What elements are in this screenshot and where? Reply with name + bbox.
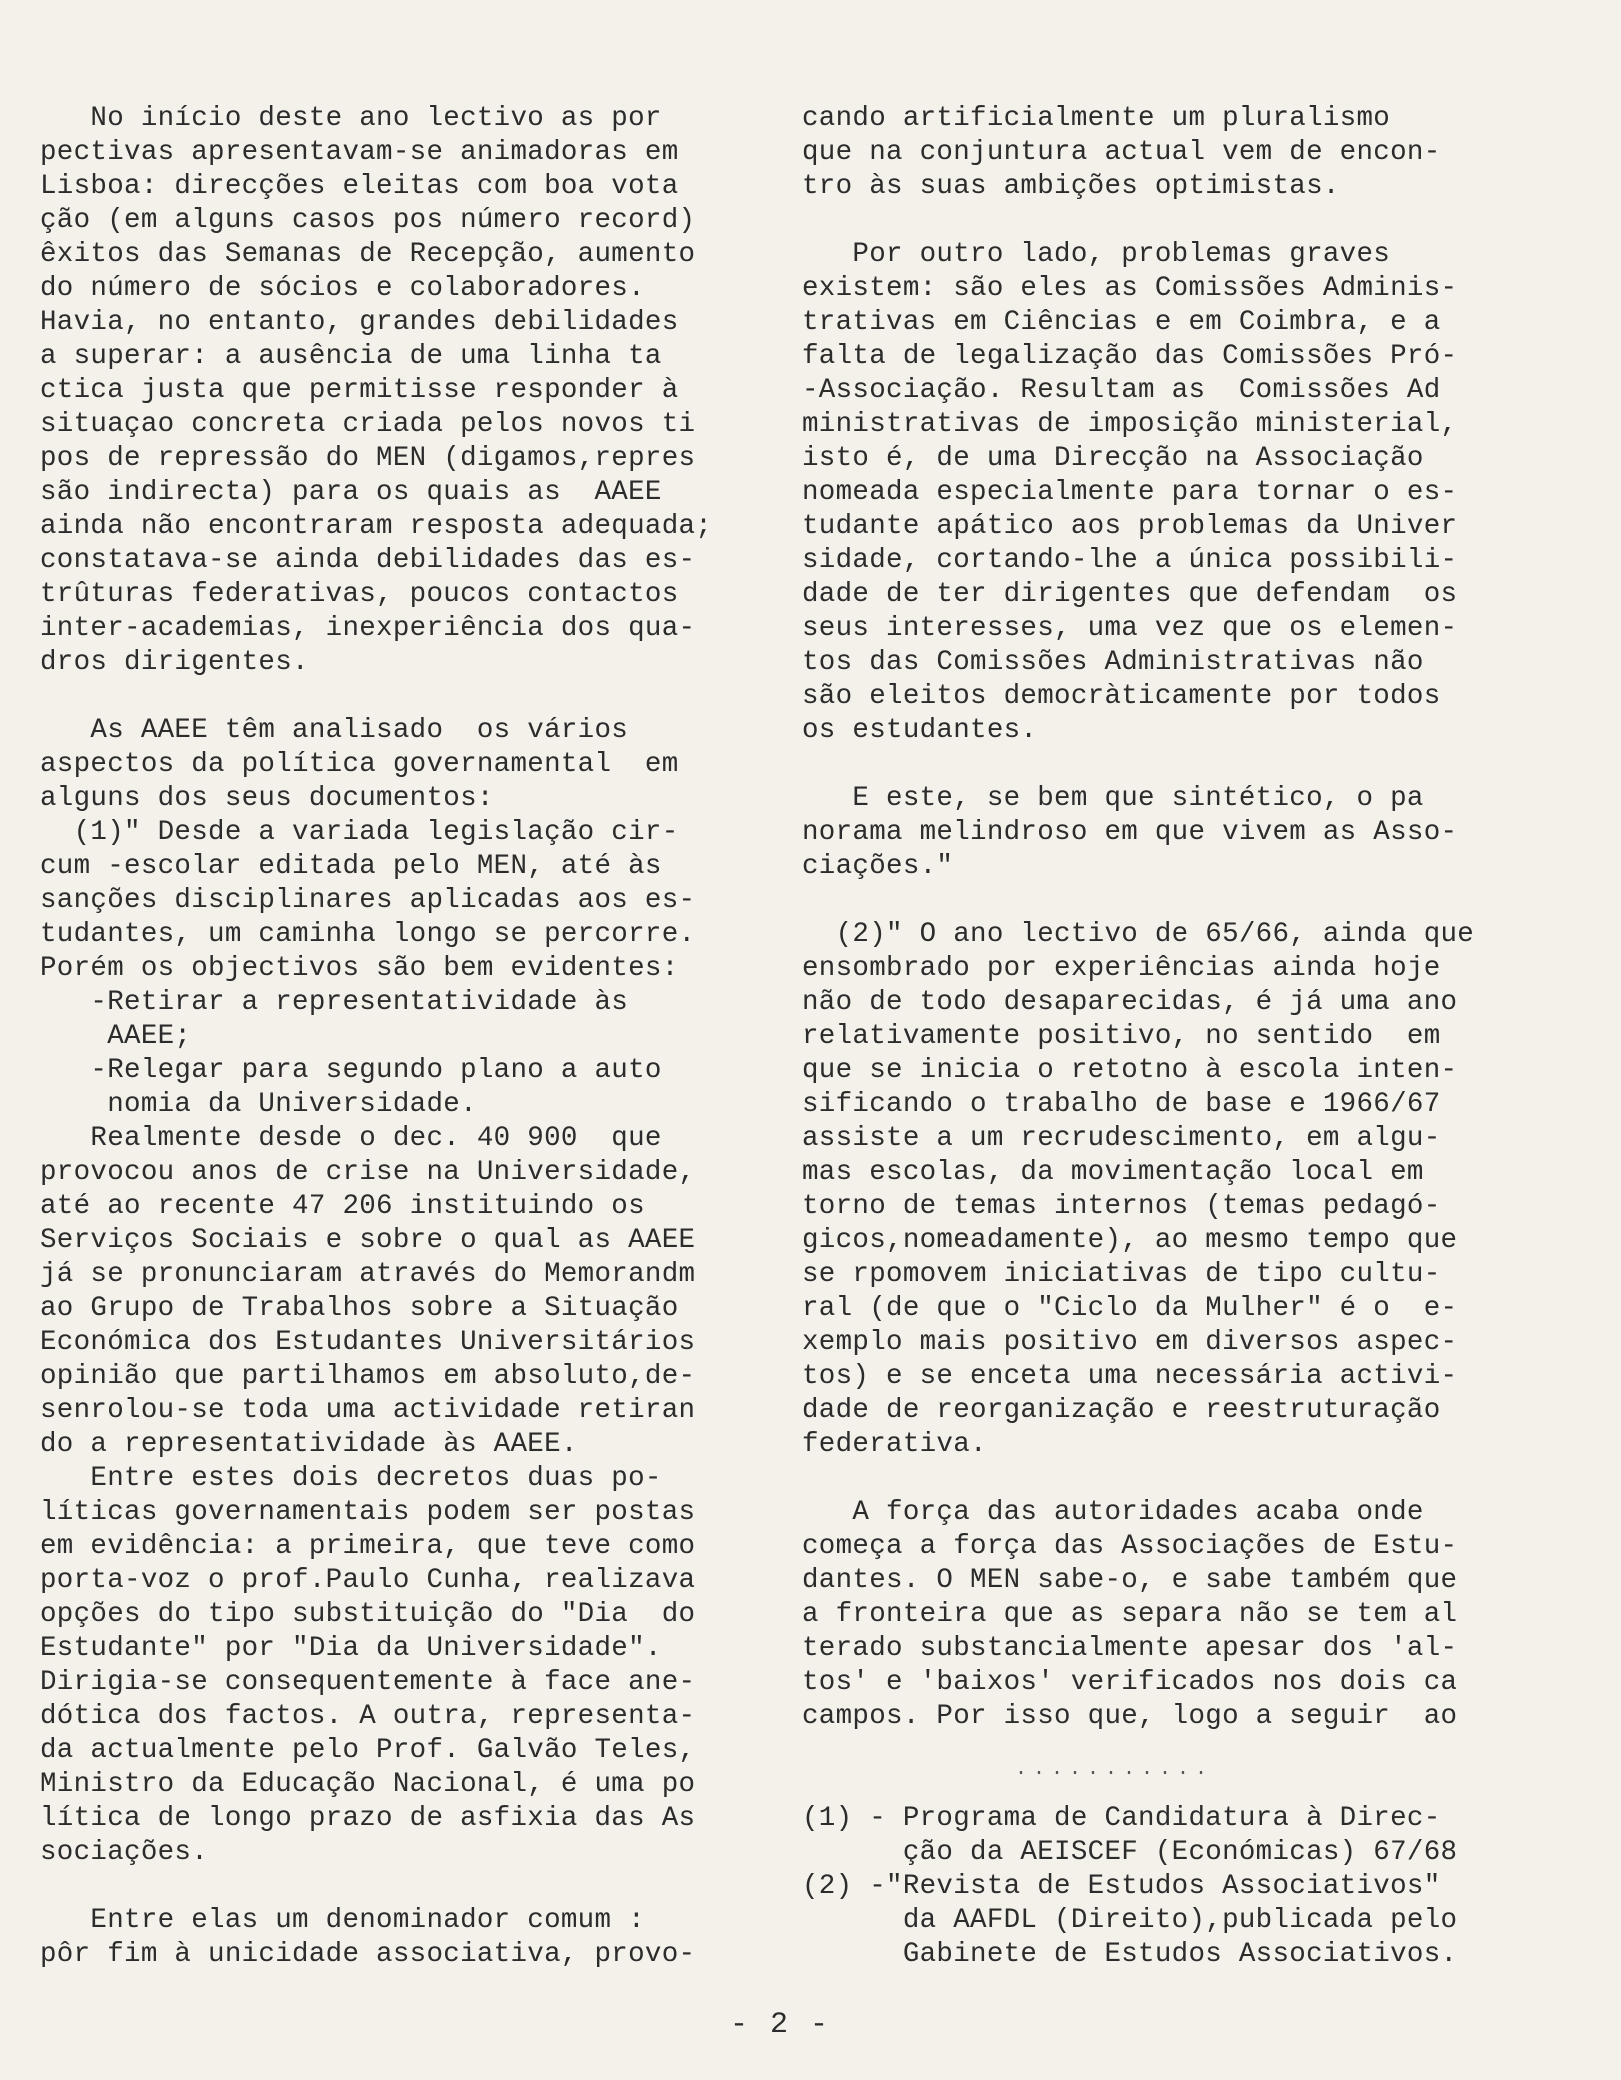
text-line: norama melindroso em que vivem as Asso-: [802, 817, 1458, 848]
text-line: da actualmente pelo Prof. Galvão Teles,: [40, 1735, 696, 1766]
text-line: alguns dos seus documentos:: [40, 783, 494, 814]
text-line: sidade, cortando-lhe a única possibili-: [802, 545, 1458, 576]
text-line: a fronteira que as separa não se tem al: [802, 1599, 1458, 1630]
right-column: [802, 102, 1502, 1972]
text-line: que na conjuntura actual vem de encon-: [802, 137, 1441, 168]
text-line: os estudantes.: [802, 715, 1038, 746]
text-line: tos das Comissões Administrativas não: [802, 647, 1424, 678]
text-line: torno de temas internos (temas pedagó-: [802, 1191, 1441, 1222]
text-line: opinião que partilhamos em absoluto,de-: [40, 1361, 696, 1392]
text-line: [802, 204, 1502, 238]
text-line: (2)" O ano lectivo de 65/66, ainda que: [802, 919, 1475, 950]
text-line: [802, 884, 1502, 918]
text-line: trûturas federativas, poucos contactos: [40, 579, 679, 610]
text-line: dantes. O MEN sabe-o, e sabe também que: [802, 1565, 1458, 1596]
text-line: [40, 1870, 740, 1904]
text-line: ainda não encontraram resposta adequada;: [40, 511, 713, 542]
text-line: Serviços Sociais e sobre o qual as AAEE: [40, 1225, 696, 1256]
text-line: Estudante" por "Dia da Universidade".: [40, 1633, 662, 1664]
text-line: do a representatividade às AAEE.: [40, 1429, 578, 1460]
text-line: mas escolas, da movimentação local em: [802, 1157, 1424, 1188]
left-column: [40, 102, 740, 1972]
text-line: -Associação. Resultam as Comissões Ad: [802, 375, 1441, 406]
text-line: em evidência: a primeira, que teve como: [40, 1531, 696, 1562]
text-line: AAEE;: [40, 1021, 192, 1052]
text-line: terado substancialmente apesar dos 'al-: [802, 1633, 1458, 1664]
text-line: tudantes, um caminha longo se percorre.: [40, 919, 696, 950]
text-line: sanções disciplinares aplicadas aos es-: [40, 885, 696, 916]
text-line: -Relegar para segundo plano a auto: [40, 1055, 662, 1086]
text-line: pectivas apresentavam-se animadoras em: [40, 137, 679, 168]
text-line: [802, 748, 1502, 782]
text-line: relativamente positivo, no sentido em: [802, 1021, 1441, 1052]
text-line: Havia, no entanto, grandes debilidades: [40, 307, 679, 338]
text-line: (2) -"Revista de Estudos Associativos": [802, 1871, 1441, 1902]
text-line: tudante apático aos problemas da Univer: [802, 511, 1458, 542]
text-line: provocou anos de crise na Universidade,: [40, 1157, 696, 1188]
text-line: Lisboa: direcções eleitas com boa vota: [40, 171, 679, 202]
text-line: tos) e se enceta uma necessária activi-: [802, 1361, 1458, 1392]
text-line: ciações.": [802, 851, 954, 882]
text-line: Entre estes dois decretos duas po-: [40, 1463, 662, 1494]
text-line: situaçao concreta criada pelos novos ti: [40, 409, 696, 440]
text-line: gicos,nomeadamente), ao mesmo tempo que: [802, 1225, 1458, 1256]
text-line: sificando o trabalho de base e 1966/67: [802, 1089, 1441, 1120]
text-line: Ministro da Educação Nacional, é uma po: [40, 1769, 696, 1800]
text-line: tos' e 'baixos' verificados nos dois ca: [802, 1667, 1458, 1698]
text-line: ensombrado por experiências ainda hoje: [802, 953, 1441, 984]
text-line: dade de reorganização e reestruturação: [802, 1395, 1441, 1426]
text-line: Entre elas um denominador comum :: [40, 1905, 645, 1936]
text-line: Gabinete de Estudos Associativos.: [802, 1939, 1458, 1970]
text-line: A força das autoridades acaba onde: [802, 1497, 1424, 1528]
text-line: já se pronunciaram através do Memorandm: [40, 1259, 696, 1290]
text-line: a superar: a ausência de uma linha ta: [40, 341, 662, 372]
text-line: E este, se bem que sintético, o pa: [802, 783, 1424, 814]
page-number: - 2 -: [730, 2008, 831, 2042]
text-line: (1) - Programa de Candidatura à Direc-: [802, 1803, 1441, 1834]
text-line: constatava-se ainda debilidades das es-: [40, 545, 696, 576]
text-line: opções do tipo substituição do "Dia do: [40, 1599, 696, 1630]
text-line: começa a força das Associações de Estu-: [802, 1531, 1458, 1562]
text-line: tro às suas ambições optimistas.: [802, 171, 1340, 202]
text-line: No início deste ano lectivo as por: [40, 103, 662, 134]
text-line: ção da AEISCEF (Económicas) 67/68: [802, 1837, 1458, 1868]
text-line: senrolou-se toda uma actividade retiran: [40, 1395, 696, 1426]
text-line: federativa.: [802, 1429, 987, 1460]
text-line: seus interesses, uma vez que os elemen-: [802, 613, 1458, 644]
text-line: nomeada especialmente para tornar o es-: [802, 477, 1458, 508]
text-line: pôr fim à unicidade associativa, provo-: [40, 1939, 696, 1970]
text-line: xemplo mais positivo em diversos aspec-: [802, 1327, 1458, 1358]
text-line: aspectos da política governamental em: [40, 749, 679, 780]
text-line: cando artificialmente um pluralismo: [802, 103, 1391, 134]
text-line: ctica justa que permitisse responder à: [40, 375, 679, 406]
text-line: Porém os objectivos são bem evidentes:: [40, 953, 679, 984]
text-line: sociações.: [40, 1837, 209, 1868]
text-line: são indirecta) para os quais as AAEE: [40, 477, 662, 508]
text-line: da AAFDL (Direito),publicada pelo: [802, 1905, 1458, 1936]
text-line: porta-voz o prof.Paulo Cunha, realizava: [40, 1565, 696, 1596]
text-line: êxitos das Semanas de Recepção, aumento: [40, 239, 696, 270]
text-line: cum -escolar editada pelo MEN, até às: [40, 851, 662, 882]
text-line: dade de ter dirigentes que defendam os: [802, 579, 1458, 610]
text-line: que se inicia o retotno à escola inten-: [802, 1055, 1458, 1086]
text-line: trativas em Ciências e em Coimbra, e a: [802, 307, 1441, 338]
text-line: Realmente desde o dec. 40 900 que: [40, 1123, 662, 1154]
text-line: isto é, de uma Direcção na Associação: [802, 443, 1424, 474]
text-line: ral (de que o "Ciclo da Mulher" é o e-: [802, 1293, 1458, 1324]
text-line: ção (em alguns casos pos número record): [40, 205, 696, 236]
text-line: [40, 680, 740, 714]
footnote-separator: ...........: [1015, 1758, 1214, 1781]
text-line: -Retirar a representatividade às: [40, 987, 629, 1018]
text-line: (1)" Desde a variada legislação cir-: [40, 817, 679, 848]
text-line: Por outro lado, problemas graves: [802, 239, 1391, 270]
text-line: ministrativas de imposição ministerial,: [802, 409, 1458, 440]
text-line: lítica de longo prazo de asfixia das As: [40, 1803, 696, 1834]
text-line: [802, 1462, 1502, 1496]
text-line: ao Grupo de Trabalhos sobre a Situação: [40, 1293, 679, 1324]
text-line: líticas governamentais podem ser postas: [40, 1497, 696, 1528]
text-line: nomia da Universidade.: [40, 1089, 477, 1120]
text-line: campos. Por isso que, logo a seguir ao: [802, 1701, 1458, 1732]
text-line: são eleitos democràticamente por todos: [802, 681, 1441, 712]
text-line: As AAEE têm analisado os vários: [40, 715, 629, 746]
text-line: assiste a um recrudescimento, em algu-: [802, 1123, 1441, 1154]
text-line: não de todo desaparecidas, é já uma ano: [802, 987, 1458, 1018]
text-line: do número de sócios e colaboradores.: [40, 273, 645, 304]
text-line: Dirigia-se consequentemente à face ane-: [40, 1667, 696, 1698]
text-line: dótica dos factos. A outra, representa-: [40, 1701, 696, 1732]
text-line: falta de legalização das Comissões Pró-: [802, 341, 1458, 372]
text-line: até ao recente 47 206 instituindo os: [40, 1191, 645, 1222]
text-line: existem: são eles as Comissões Adminis-: [802, 273, 1458, 304]
text-line: dros dirigentes.: [40, 647, 309, 678]
text-line: pos de repressão do MEN (digamos,repres: [40, 443, 696, 474]
text-line: Económica dos Estudantes Universitários: [40, 1327, 696, 1358]
text-line: se rpomovem iniciativas de tipo cultu-: [802, 1259, 1441, 1290]
text-line: inter-academias, inexperiência dos qua-: [40, 613, 696, 644]
